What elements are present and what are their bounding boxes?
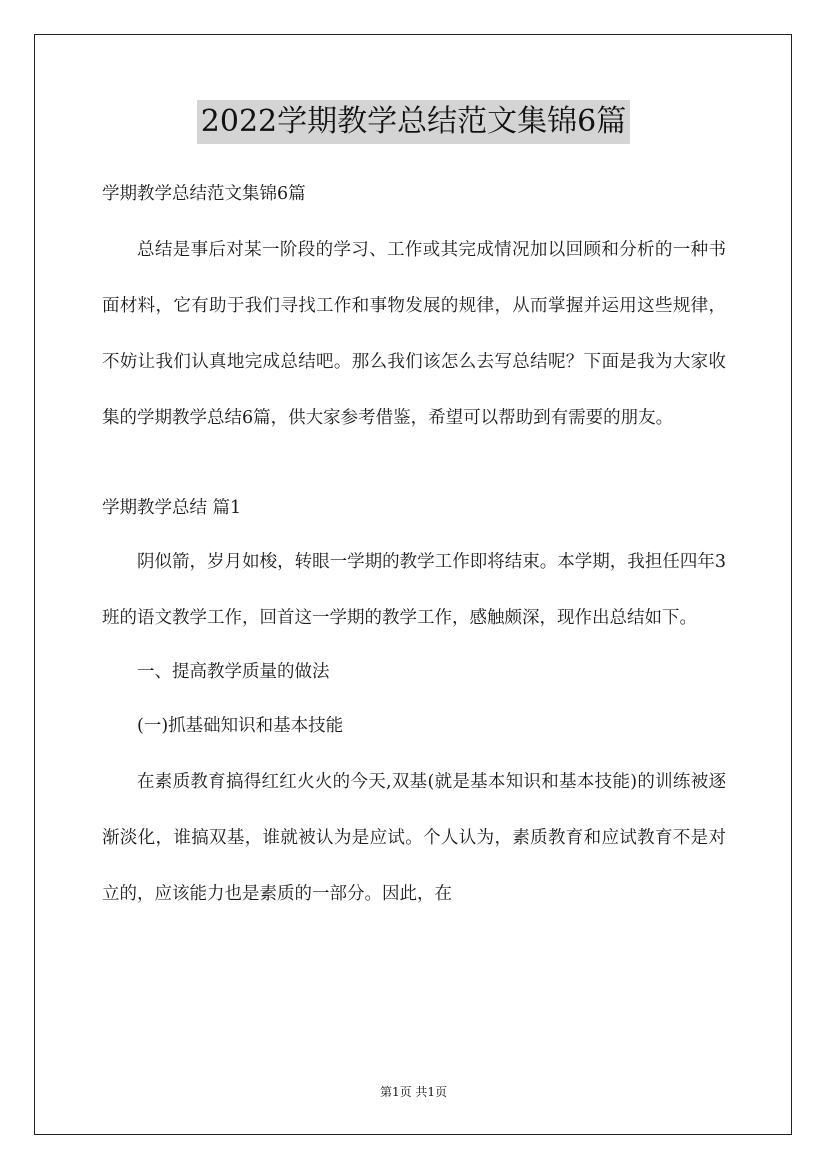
section-paragraph: 阴似箭，岁月如梭，转眼一学期的教学工作即将结束。本学期，我担任四年3班的语文教学工作，回首这一学期的教学工作，感触颇深，现作出总结如下。 [102, 552, 726, 628]
subsection-heading: (一)抓基础知识和基本技能 [137, 716, 344, 736]
page-number: 第1页 共1页 [379, 1085, 448, 1099]
document-title-text: 2022学期教学总结范文集锦6篇 [197, 100, 630, 144]
section-spacer [102, 446, 726, 486]
document-title [0, 100, 827, 144]
section-paragraph: 在素质教育搞得红红火火的今天,双基(就是基本知识和基本技能)的训练被逐渐淡化，谁搞双基，谁就被认为是应试。个人认为，素质教育和应试教育不是对立的，应该能力也是素质的一部分。因此，在 [102, 772, 726, 904]
document-body [102, 172, 726, 922]
intro-paragraph: 总结是事后对某一阶段的学习、工作或其完成情况加以回顾和分析的一种书面材料，它有助于我们寻找工作和事物发展的规律，从而掌握并运用这些规律，不妨让我们认真地完成总结吧。那么我们该怎么去写总结呢？下面是我为大家收集的学期教学总结6篇，供大家参考借鉴，希望可以帮助到有需要的朋友。 [102, 240, 726, 428]
document-subtitle: 学期教学总结范文集锦6篇 [102, 184, 306, 204]
subsection-heading: 一、提高教学质量的做法 [137, 662, 330, 682]
page-footer [0, 1083, 827, 1100]
section-heading: 学期教学总结 篇1 [102, 498, 242, 518]
